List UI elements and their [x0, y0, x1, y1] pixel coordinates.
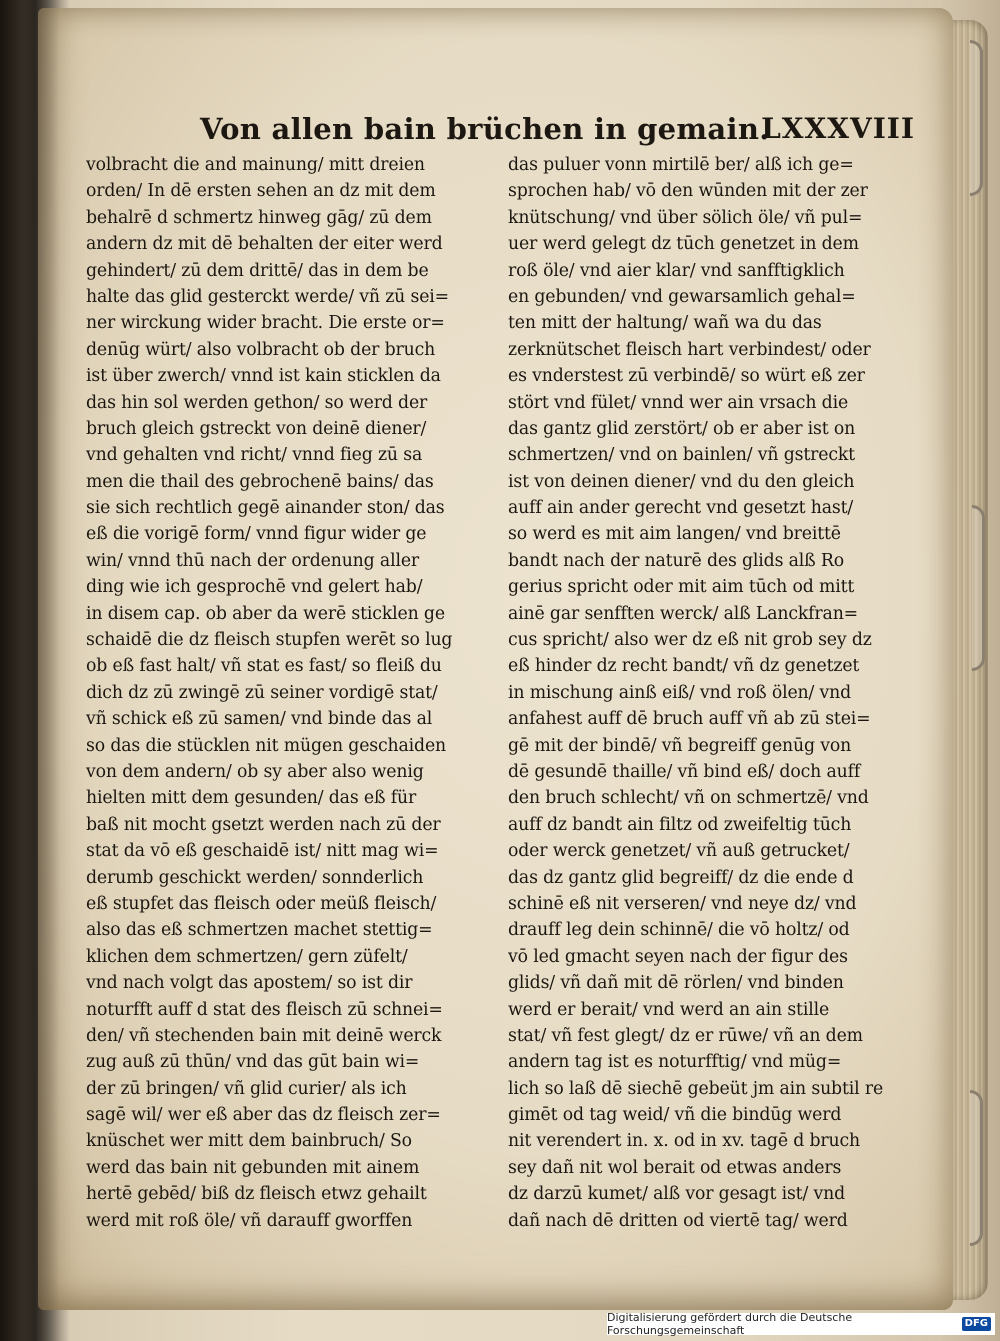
text-line: werd das bain nit gebunden mit ainem	[86, 1157, 420, 1178]
text-line: so werd es mit aim langen/ vnd breittē	[508, 524, 841, 545]
text-line: roß öle/ vnd aier klar/ vnd sanfftigklich	[508, 260, 845, 281]
text-line: in mischung ainß eiß/ vnd roß ölen/ vnd	[508, 682, 852, 703]
text-line: dich dz zū zwingē zū seiner vordigē stat/	[86, 682, 438, 703]
text-line: orden/ In dē ersten sehen an dz mit dem	[86, 181, 436, 202]
text-line: ist über zwerch/ vnnd ist kain sticklen da	[86, 366, 441, 387]
text-line: gerius spricht oder mit aim tūch od mitt	[508, 577, 855, 598]
text-line: ding wie ich gesprochē vnd gelert hab/	[86, 577, 423, 598]
text-line: dē gesundē thaille/ vñ bind eß/ doch auff	[508, 761, 861, 782]
text-line: zug auß zū thūn/ vnd das gūt bain wi=	[86, 1052, 420, 1073]
text-line: en gebunden/ vnd gewarsamlich gehal=	[508, 286, 856, 307]
text-line: vō led gmacht seyen nach der figur des	[508, 946, 848, 967]
text-line: eß die vorigē form/ vnnd figur wider ge	[86, 524, 427, 545]
text-line: volbracht die and mainung/ mitt dreien	[86, 155, 425, 175]
text-line: auff dz bandt ain filtz od zweifeltig tūch	[508, 814, 852, 835]
text-line: hielten mitt dem gesunden/ das eß für	[86, 788, 417, 809]
text-line: lich so laß dē siechē gebeüt jm ain subtil re	[508, 1078, 884, 1099]
dfg-logo: DFG	[962, 1317, 991, 1331]
text-line: so das die stücklen nit mügen geschaiden	[86, 735, 447, 756]
text-line: das hin sol werden gethon/ so werd der	[86, 392, 428, 413]
text-line: noturfft auff d stat des fleisch zū schnei=	[86, 999, 443, 1020]
text-line: klichen dem schmertzen/ gern züfelt/	[86, 946, 408, 967]
text-line: andern tag ist es noturfftig/ vnd müg=	[508, 1052, 842, 1073]
text-line: cus spricht/ also wer dz eß nit grob sey dz	[508, 630, 872, 651]
text-line: es vnderstest zū verbindē/ so würt eß zer	[508, 366, 865, 387]
text-line: halte das glid gesterckt werde/ vñ zū sei=	[86, 286, 450, 307]
text-line: vnd nach volgt das apostem/ so ist dir	[86, 973, 413, 994]
text-line: men die thail des gebrochenē bains/ das	[86, 471, 434, 492]
binding-ring-bottom	[970, 1090, 983, 1246]
text-line: ten mitt der haltung/ wañ wa du das	[508, 313, 822, 334]
text-line: gē mit der bindē/ vñ begreiff genūg von	[508, 735, 852, 756]
text-line: sie sich rechtlich gegē ainander ston/ das	[86, 498, 445, 519]
text-line: denūg würt/ also volbracht ob der bruch	[86, 339, 436, 360]
text-line: das dz gantz glid begreiff/ dz die ende d	[508, 867, 854, 888]
text-line: drauff leg dein schinnē/ die vō holtz/ od	[508, 920, 850, 941]
text-line: behalrē d schmertz hinweg gāg/ zū dem	[86, 207, 432, 228]
text-line: in disem cap. ob aber da werē sticklen ge	[86, 603, 445, 624]
text-line: eß stupfet das fleisch oder meüß fleisch/	[86, 893, 437, 914]
binding-ring-top	[970, 40, 983, 196]
page-header	[200, 112, 915, 154]
text-line: knütschung/ vnd über sölich öle/ vñ pul=	[508, 207, 863, 228]
text-line: vñ schick eß zū samen/ vnd binde das al	[86, 709, 433, 730]
folio-number: LXXXVIII	[761, 112, 915, 145]
text-line: stat/ vñ fest glegt/ dz er rūwe/ vñ an dem	[508, 1025, 863, 1046]
text-line: ainē gar senfften werck/ alß Lanckfran=	[508, 603, 859, 624]
text-line: stört vnd fület/ vnnd wer ain vrsach die	[508, 392, 849, 413]
text-line: uer werd gelegt dz tūch genetzet in dem	[508, 234, 859, 255]
text-line: den/ vñ stechenden bain mit deinē werck	[86, 1025, 442, 1046]
text-line: eß hinder dz recht bandt/ vñ dz genetzet	[508, 656, 860, 677]
text-line: den bruch schlecht/ vñ on schmertzē/ vnd	[508, 788, 869, 809]
credit-text: Digitalisierung gefördert durch die Deutsche Forschungsgemeinschaft	[607, 1311, 853, 1337]
text-line: baß nit mocht gsetzt werden nach zū der	[86, 814, 441, 835]
text-line: dz darzū kumet/ alß vor gesagt ist/ vnd	[508, 1184, 845, 1205]
text-line: ob eß fast halt/ vñ stat es fast/ so fleiß du	[86, 656, 442, 677]
text-line: sprochen hab/ vō den wūnden mit der zer	[508, 181, 868, 202]
right-text-column	[508, 152, 908, 1234]
text-line: derumb geschickt werden/ sonnderlich	[86, 867, 424, 888]
text-line: von dem andern/ ob sy aber also wenig	[86, 761, 424, 782]
digitization-credit	[607, 1313, 995, 1335]
text-line: nit verendert in. x. od in xv. tagē d bruch	[508, 1131, 861, 1152]
text-line: oder werck genetzet/ vñ auß getrucket/	[508, 841, 850, 862]
text-line: das gantz glid zerstört/ ob er aber ist on	[508, 418, 856, 439]
gutter-shadow	[0, 0, 60, 1341]
text-line: ner wirckung wider bracht. Die erste or=	[86, 313, 445, 334]
text-line: bandt nach der naturē des glids alß Ro	[508, 550, 845, 571]
text-line: auff ain ander gerecht vnd gesetzt hast/	[508, 498, 854, 519]
text-line: gimēt od tag weid/ vñ die bindūg werd	[508, 1105, 842, 1126]
running-title: Von allen bain brüchen in gemain.	[200, 112, 770, 146]
text-line: werd er berait/ vnd werd an ain stille	[508, 999, 830, 1020]
text-line: hertē gebēd/ biß dz fleisch etwz gehailt	[86, 1184, 427, 1205]
text-line: win/ vnnd thū nach der ordenung aller	[86, 550, 420, 571]
text-line: also das eß schmertzen machet stettig=	[86, 920, 433, 941]
text-line: schmertzen/ vnd on bainlen/ vñ gstreckt	[508, 445, 855, 466]
text-line: bruch gleich gstreckt von deinē diener/	[86, 418, 427, 439]
text-line: sey dañ nit wol berait od etwas anders	[508, 1157, 842, 1178]
text-line: glids/ vñ dañ mit dē rörlen/ vnd binden	[508, 973, 844, 994]
text-line: stat da vō eß geschaidē ist/ nitt mag wi=	[86, 841, 439, 862]
text-line: knüschet wer mitt dem bainbruch/ So	[86, 1131, 412, 1152]
text-line: ist von deinen diener/ vnd du den gleich	[508, 471, 855, 492]
text-line: schinē eß nit verseren/ vnd neye dz/ vnd	[508, 893, 857, 914]
text-line: schaidē die dz fleisch stupfen werēt so lug	[86, 630, 453, 651]
text-line: werd mit roß öle/ vñ darauff gworffen	[86, 1210, 413, 1231]
text-line: dañ nach dē dritten od viertē tag/ werd	[508, 1210, 848, 1231]
text-line: gehindert/ zū dem drittē/ das in dem be	[86, 260, 429, 281]
left-text-column	[86, 152, 490, 1234]
text-line: der zū bringen/ vñ glid curier/ als ich	[86, 1078, 407, 1099]
text-line: anfahest auff dē bruch auff vñ ab zū stei=	[508, 709, 871, 730]
text-line: sagē wil/ wer eß aber das dz fleisch zer=	[86, 1105, 441, 1126]
text-line: zerknütschet fleisch hart verbindest/ oder	[508, 339, 871, 360]
binding-ring-middle	[972, 505, 985, 671]
text-line: das puluer vonn mirtilē ber/ alß ich ge=	[508, 155, 854, 175]
text-line: vnd gehalten vnd richt/ vnnd fieg zū sa	[86, 445, 423, 466]
text-line: andern dz mit dē behalten der eiter werd	[86, 234, 443, 255]
